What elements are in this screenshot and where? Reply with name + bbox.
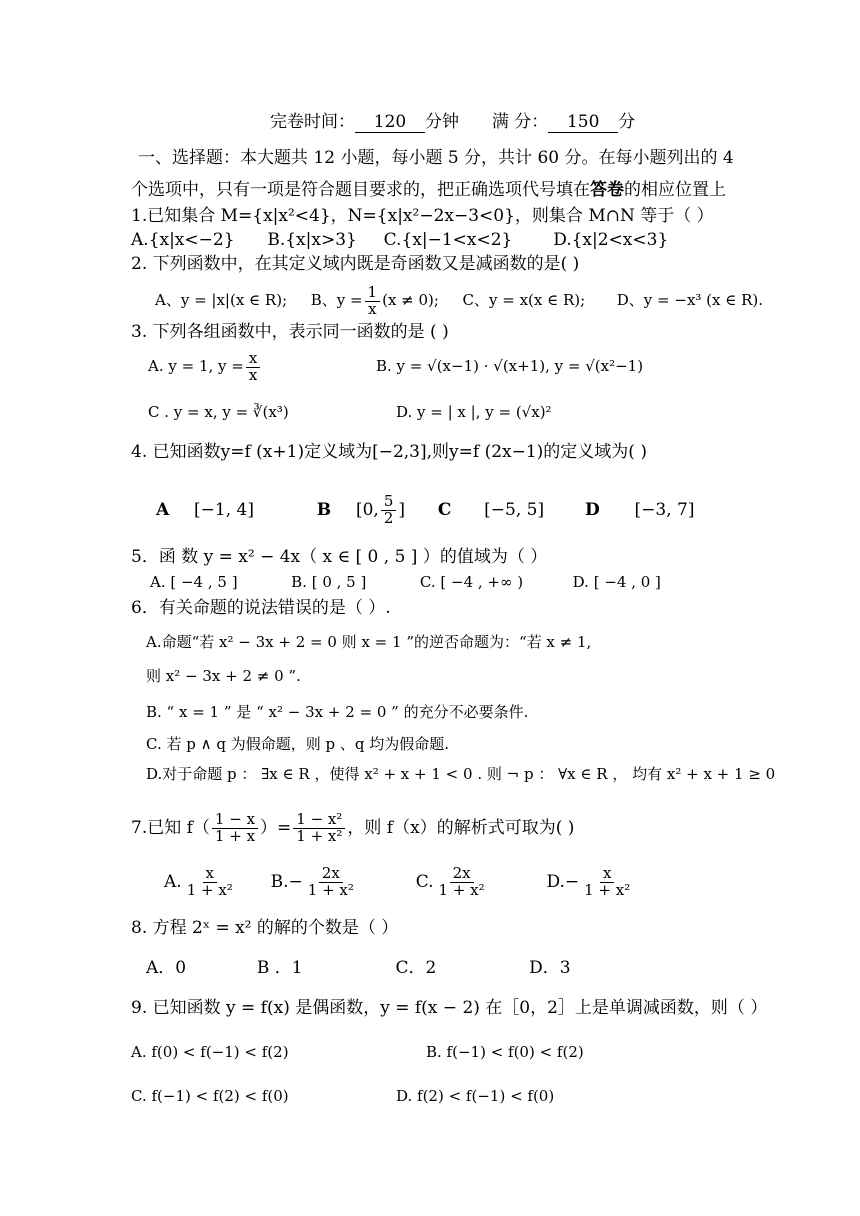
q7-c-numerator: 2x xyxy=(450,866,474,883)
q7-b-numerator: 2x xyxy=(319,866,343,883)
question-8-options xyxy=(146,956,571,980)
instructions-text: 个选项中，只有一项是符合题目要求的，把正确选项代号填在 xyxy=(131,180,590,200)
q2-option-a: A、y = |x|(x ∈ R); xyxy=(155,291,288,309)
q7-lhs-fraction xyxy=(212,812,258,845)
q4-label-d: D xyxy=(584,500,600,520)
question-5-stem: 5．函 数 y = x² − 4x（ x ∈ [ 0 , 5 ] ）的值域为（ ） xyxy=(131,547,548,567)
q3-a-numerator: x xyxy=(246,351,260,368)
question-9-stem: 9. 已知函数 y = f(x) 是偶函数，y = f(x − 2) 在［0，2］上是单调减函数，则（ ） xyxy=(131,998,768,1018)
q4-label-a: A xyxy=(156,500,170,520)
question-4-stem: 4. 已知函数y=f (x+1)定义域为[−2,3],则y=f (2x−1)的定义域为( ) xyxy=(131,442,647,462)
exam-header xyxy=(270,110,635,134)
question-9-option-b: B. f(−1) < f(0) < f(2) xyxy=(426,1043,584,1061)
question-6-option-c: C. 若 p ∧ q 为假命题，则 p 、q 均为假命题. xyxy=(146,735,450,753)
question-2-options xyxy=(155,282,763,318)
q7-c-denominator: 1 + x² xyxy=(438,881,485,899)
q7-rhs-denominator: 1 + x² xyxy=(296,827,343,845)
instructions-line1: 一、选择题：本大题共 12 小题，每小题 5 分，共计 60 分。在每小题列出的 4 xyxy=(138,148,734,168)
q7-a-numerator: x xyxy=(203,866,217,883)
q7-d-numerator: x xyxy=(600,866,614,883)
q7-d-prefix: D.− xyxy=(546,872,580,892)
question-3-option-a xyxy=(148,348,262,384)
question-5-options xyxy=(150,570,661,594)
q8-option-a: A．0 xyxy=(146,958,187,978)
question-3-option-d: D. y = | x |, y = (√x)² xyxy=(396,403,552,421)
q7-lhs-denominator: 1 + x xyxy=(214,827,256,845)
question-7-stem xyxy=(131,808,574,848)
q8-option-b: B ．1 xyxy=(256,958,303,978)
q5-option-c: C. [ −4 , +∞ ) xyxy=(419,573,524,591)
q4-option-c: [−5, 5] xyxy=(484,500,545,520)
q5-option-a: A. [ −4 , 5 ] xyxy=(150,573,238,591)
q7-option-c xyxy=(415,864,490,899)
question-3-option-b: B. y = √(x−1) · √(x+1), y = √(x²−1) xyxy=(376,357,644,375)
q2-option-c: C、y = x(x ∈ R); xyxy=(462,291,586,309)
q7-option-b xyxy=(270,864,359,899)
q7-option-d xyxy=(546,864,635,899)
q7-rhs-numerator: 1 − x² xyxy=(293,812,345,829)
question-6-option-b: B. “ x = 1 ” 是 “ x² − 3x + 2 = 0 ” 的充分不必要条件. xyxy=(146,703,529,721)
q1-option-c: C.{x|−1<x<2} xyxy=(383,230,513,250)
time-unit: 分钟 xyxy=(425,112,459,132)
question-2-stem: 2. 下列函数中，在其定义域内既是奇函数又是减函数的是( ) xyxy=(131,254,580,274)
q3-a-prefix: A. y = 1, y = xyxy=(148,357,244,375)
q7-stem-equals: ）= xyxy=(260,818,292,838)
time-label: 完卷时间： xyxy=(270,112,355,132)
q4-option-a: [−1, 4] xyxy=(194,500,254,520)
q7-stem-prefix: 7.已知 f（ xyxy=(131,818,210,838)
question-9-option-a: A. f(0) < f(−1) < f(2) xyxy=(131,1043,289,1061)
q7-c-fraction xyxy=(436,866,488,899)
q2-option-d: D、y = −x³ (x ∈ R). xyxy=(616,291,764,309)
score-unit: 分 xyxy=(618,112,636,132)
q7-a-fraction xyxy=(184,866,236,899)
q4-b-denominator: 2 xyxy=(383,509,394,527)
instructions-text-end: 的相应位置上 xyxy=(624,180,726,200)
instructions-emphasis: 答卷 xyxy=(590,180,624,200)
instructions-line2 xyxy=(131,178,726,202)
question-1-options xyxy=(131,228,668,252)
q3-a-denominator: x xyxy=(248,365,258,384)
question-9-option-d: D. f(2) < f(−1) < f(0) xyxy=(396,1087,555,1105)
question-6-option-d: D.对于命题 p ： ∃x ∈ R ，使得 x² + x + 1 < 0 . 则 ¬ p ： ∀x ∈ R ， 均有 x² + x + 1 ≥ 0 xyxy=(146,765,776,783)
q1-option-b: B.{x|x>3} xyxy=(267,230,357,250)
q2-b-numerator: 1 xyxy=(365,285,381,302)
q4-b-fraction xyxy=(381,494,397,527)
question-6-option-a-line2: 则 x² − 3x + 2 ≠ 0 ”. xyxy=(146,667,301,685)
q7-a-prefix: A. xyxy=(164,872,182,892)
q4-label-b: B xyxy=(316,500,332,520)
q4-option-d: [−3, 7] xyxy=(634,500,695,520)
q5-option-b: B. [ 0 , 5 ] xyxy=(291,573,367,591)
q7-c-prefix: C. xyxy=(415,872,434,892)
q2-b-prefix: B、y = xyxy=(310,291,363,309)
question-4-options xyxy=(156,492,694,528)
question-3-option-c: C . y = x, y = ∛(x³) xyxy=(148,403,289,421)
q7-a-denominator: 1 + x² xyxy=(186,881,233,899)
question-6-option-a-line1: A.命题“若 x² − 3x + 2 = 0 则 x = 1 ”的逆否命题为：“若 x ≠ 1, xyxy=(146,633,592,651)
q7-rhs-fraction xyxy=(293,812,345,845)
q2-b-fraction xyxy=(365,282,381,318)
q2-b-denominator: x xyxy=(368,299,377,318)
q7-stem-suffix: ，则 f（x）的解析式可取为( ) xyxy=(347,818,575,838)
q4-option-b xyxy=(355,492,406,527)
q7-option-a xyxy=(164,864,238,899)
question-3-stem: 3. 下列各组函数中，表示同一函数的是 ( ) xyxy=(131,322,449,342)
q1-option-d: D.{x|2<x<3} xyxy=(553,230,669,250)
time-value: 120 xyxy=(355,112,425,133)
q4-b-prefix: [0, xyxy=(355,500,379,520)
q8-option-d: D．3 xyxy=(529,958,571,978)
score-value: 150 xyxy=(548,112,618,133)
q1-option-a: A.{x|x<−2} xyxy=(131,230,235,250)
question-8-stem: 8. 方程 2ˣ = x² 的解的个数是（ ） xyxy=(131,918,399,938)
score-label: 满 分： xyxy=(491,112,549,132)
q2-b-suffix: (x ≠ 0); xyxy=(382,291,439,309)
q7-b-prefix: B.− xyxy=(270,872,303,892)
q4-label-c: C xyxy=(437,500,452,520)
q4-b-suffix: ] xyxy=(398,500,406,520)
q7-b-fraction xyxy=(305,866,357,899)
question-6-stem: 6．有关命题的说法错误的是（ ）. xyxy=(131,598,391,618)
q7-d-fraction xyxy=(581,866,633,899)
q3-a-fraction xyxy=(246,348,260,384)
q7-lhs-numerator: 1 − x xyxy=(212,812,258,829)
q8-option-c: C．2 xyxy=(395,958,437,978)
question-1-stem: 1.已知集合 M={x|x²<4}，N={x|x²−2x−3<0}，则集合 M∩N 等于（ ） xyxy=(131,206,714,226)
question-7-options xyxy=(164,862,635,902)
q2-option-b xyxy=(310,282,439,318)
q4-b-numerator: 5 xyxy=(381,494,397,511)
q7-d-denominator: 1 + x² xyxy=(584,881,631,899)
question-9-option-c: C. f(−1) < f(2) < f(0) xyxy=(131,1087,289,1105)
q5-option-d: D. [ −4 , 0 ] xyxy=(572,573,661,591)
q7-b-denominator: 1 + x² xyxy=(307,881,354,899)
